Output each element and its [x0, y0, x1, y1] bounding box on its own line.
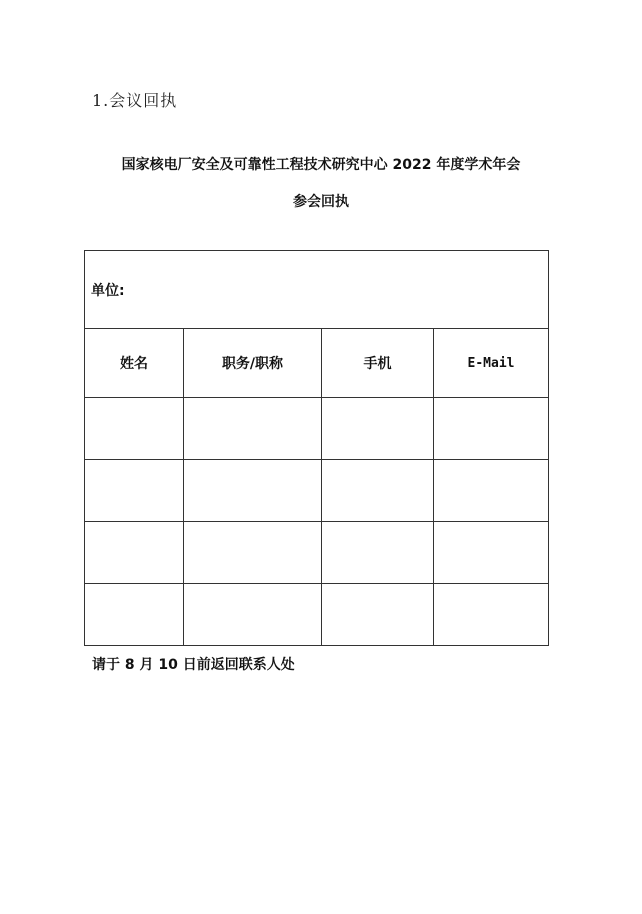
header-row [85, 329, 549, 398]
column-header-email: E-Mail [434, 329, 549, 398]
column-header-name: 姓名 [85, 329, 184, 398]
position-cell[interactable] [184, 460, 322, 522]
email-cell[interactable] [434, 522, 549, 584]
position-cell[interactable] [184, 522, 322, 584]
name-cell[interactable] [85, 398, 184, 460]
email-cell[interactable] [434, 584, 549, 646]
phone-cell[interactable] [322, 522, 434, 584]
document-title: 国家核电厂安全及可靠性工程技术研究中心 2022 年度学术年会 [121, 157, 521, 173]
reply-form-table [84, 250, 549, 646]
unit-cell[interactable] [85, 251, 549, 329]
unit-row [85, 251, 549, 329]
phone-cell[interactable] [322, 398, 434, 460]
phone-cell[interactable] [322, 460, 434, 522]
table-row [85, 460, 549, 522]
name-cell[interactable] [85, 584, 184, 646]
column-header-position: 职务/职称 [184, 329, 322, 398]
position-cell[interactable] [184, 584, 322, 646]
name-cell[interactable] [85, 460, 184, 522]
document-subtitle: 参会回执 [293, 194, 349, 210]
footer-note: 请于 8 月 10 日前返回联系人处 [92, 657, 295, 673]
table-row [85, 522, 549, 584]
column-header-phone: 手机 [322, 329, 434, 398]
email-cell[interactable] [434, 460, 549, 522]
section-heading: 1.会议回执 [92, 91, 178, 110]
unit-label: 单位: [91, 282, 125, 299]
email-cell[interactable] [434, 398, 549, 460]
position-cell[interactable] [184, 398, 322, 460]
table-row [85, 584, 549, 646]
table-row [85, 398, 549, 460]
name-cell[interactable] [85, 522, 184, 584]
phone-cell[interactable] [322, 584, 434, 646]
